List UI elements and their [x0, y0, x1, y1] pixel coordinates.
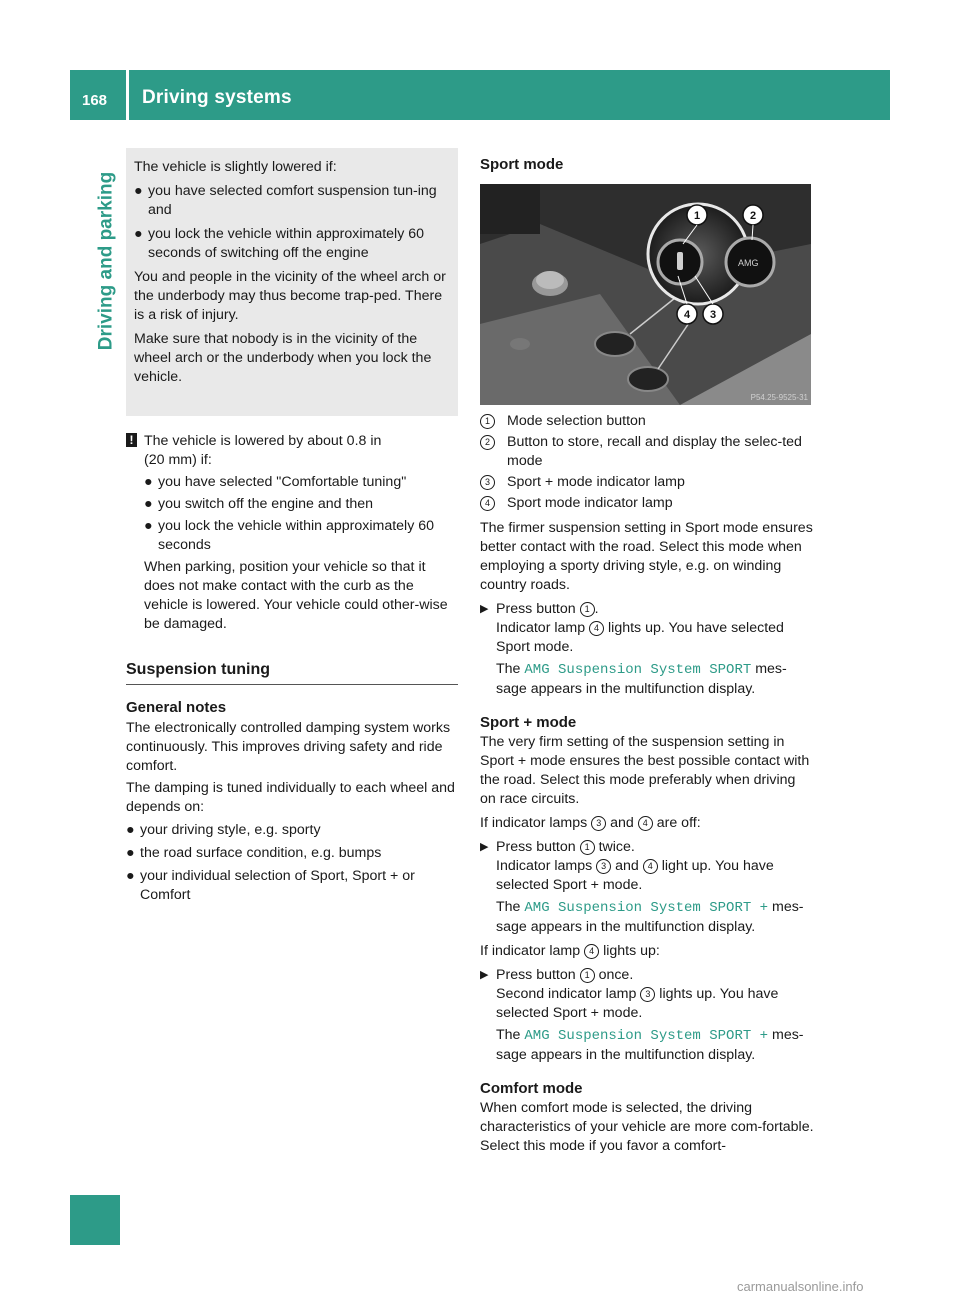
callout-1-label: 1 [693, 210, 701, 222]
number-4-icon: 4 [643, 859, 658, 874]
page-title: Driving systems [142, 87, 292, 108]
instruction-step: ▶ Press button 1 . Indicator lamp 4 lights up. You have selected Sport mode. [480, 601, 784, 655]
warning-intro: The vehicle is slightly lowered if: [134, 159, 337, 175]
callout-2-label: 2 [749, 210, 757, 222]
general-bullet: ● your individual selection of Sport, Sport + or Comfort [126, 868, 415, 903]
general-bullet: ● your driving style, e.g. sporty [126, 822, 321, 838]
console-illustration [480, 184, 811, 405]
caution-icon: ! [126, 433, 137, 447]
page-number: 168 [82, 92, 108, 109]
sport-plus-text: The very firm setting of the suspension setting in Sport + mode ensures the best possible contact with the road. Select this mode preferably when driving on race circuits. [480, 734, 810, 807]
note-intro: ! The vehicle is lowered by about 0.8 in [126, 432, 458, 451]
step-arrow-icon: ▶ [480, 841, 489, 853]
warning-text: You and people in the vicinity of the wheel arch or the underbody may thus become trap-ped. There is a risk of injury. [134, 269, 446, 323]
section-title: Suspension tuning [126, 661, 270, 678]
warning-bullet: ● you lock the vehicle within approximately 60 seconds of switching off the engine [134, 226, 425, 261]
watermark: carmanualsonline.info [737, 1279, 864, 1294]
general-bullet: ● the road surface condition, e.g. bumps [126, 845, 382, 861]
display-message: The AMG Suspension System SPORT + mes- sage appears in the multifunction display. [496, 1027, 804, 1063]
step-arrow-icon: ▶ [480, 969, 489, 981]
side-tab-label: Driving and parking [95, 171, 117, 351]
number-1-icon: 1 [480, 414, 495, 429]
number-3-icon: 3 [591, 816, 606, 831]
bullet-icon: ● [144, 496, 153, 512]
legend-item: 3 Sport + mode indicator lamp [480, 473, 814, 492]
comfort-mode-title: Comfort mode [480, 1080, 583, 1097]
step-arrow-icon: ▶ [480, 603, 489, 615]
comfort-text: When comfort mode is selected, the driving characteristics of your vehicle are more com-fortable. Select this mode if you favor a comfort- [480, 1100, 814, 1154]
sport-text: The firmer suspension setting in Sport mode ensures better contact with the road. Select this mode when employing a sporty driving style, e.g. on winding country roads. [480, 520, 813, 593]
amg-label: AMG [738, 258, 759, 268]
display-text: AMG Suspension System SPORT + [524, 1028, 769, 1044]
note-text: When parking, position your vehicle so that it does not make contact with the curb as the vehicle is lowered. Your vehicle could other-wise be damaged. [144, 559, 448, 632]
number-4-icon: 4 [638, 816, 653, 831]
note-bullet: ● you switch off the engine and then [144, 496, 374, 512]
bullet-icon: ● [134, 226, 143, 242]
number-4-icon: 4 [480, 496, 495, 511]
side-tab-marker [70, 1195, 120, 1245]
warning-text: Make sure that nobody is in the vicinity of the wheel arch or the underbody when you lock the vehicle. [134, 331, 432, 385]
callout-3-label: 3 [709, 309, 717, 321]
general-notes [126, 698, 460, 905]
bullet-icon: ● [126, 845, 135, 861]
note-bullet: ● you lock the vehicle within approximately 60 seconds [144, 518, 435, 553]
callout-4-label: 4 [683, 309, 691, 321]
note-bullet: ● you have selected "Comfortable tuning" [144, 474, 407, 490]
legend-item: 2 Button to store, recall and display the selec-ted mode [480, 433, 814, 471]
side-tab [92, 150, 120, 372]
bullet-icon: ● [134, 183, 143, 199]
number-3-icon: 3 [480, 475, 495, 490]
instruction-step: ▶ Press button 1 twice. Indicator lamps 3 and 4 light up. You have selected Sport + mode. [480, 839, 774, 893]
number-2-icon: 2 [480, 435, 495, 450]
note-intro-cont: (20 mm) if: [144, 452, 212, 468]
display-message: The AMG Suspension System SPORT mes- sage appears in the multifunction display. [496, 661, 787, 697]
sport-plus-title: Sport + mode [480, 714, 577, 731]
bullet-icon: ● [144, 474, 153, 490]
number-1-icon: 1 [580, 968, 595, 983]
legend-item: 4 Sport mode indicator lamp [480, 494, 814, 513]
number-4-icon: 4 [589, 621, 604, 636]
instruction-step: ▶ Press button 1 once. Second indicator lamp 3 lights up. You have selected Sport + mode. [480, 967, 779, 1021]
condition-text: If indicator lamp 4 lights up: [480, 943, 660, 959]
sport-mode-title: Sport mode [480, 156, 564, 173]
display-text: AMG Suspension System SPORT + [524, 900, 769, 916]
display-text: AMG Suspension System SPORT [524, 662, 752, 678]
bullet-icon: ● [144, 518, 153, 534]
bullet-icon: ● [126, 822, 135, 838]
warning-box-content [134, 158, 454, 387]
right-column [480, 412, 814, 1156]
number-1-icon: 1 [580, 602, 595, 617]
subsection-title: General notes [126, 699, 227, 716]
section-rule [126, 684, 458, 685]
bullet-icon: ● [126, 868, 135, 884]
legend-item: 1 Mode selection button [480, 412, 814, 431]
general-text: The electronically controlled damping system works continuously. This improves driving safety and ride comfort. [126, 720, 451, 774]
condition-text: If indicator lamps 3 and 4 are off: [480, 815, 701, 831]
display-message: The AMG Suspension System SPORT + mes- sage appears in the multifunction display. [496, 899, 804, 935]
number-3-icon: 3 [640, 987, 655, 1002]
header-divider [126, 70, 129, 120]
number-3-icon: 3 [596, 859, 611, 874]
note-block [126, 432, 458, 634]
number-4-icon: 4 [584, 944, 599, 959]
console-photo [480, 184, 811, 405]
general-text: The damping is tuned individually to each wheel and depends on: [126, 780, 455, 815]
photo-code: P54.25-9525-31 [750, 393, 808, 402]
warning-bullet: ● you have selected comfort suspension tun-ing and [134, 183, 437, 218]
number-1-icon: 1 [580, 840, 595, 855]
